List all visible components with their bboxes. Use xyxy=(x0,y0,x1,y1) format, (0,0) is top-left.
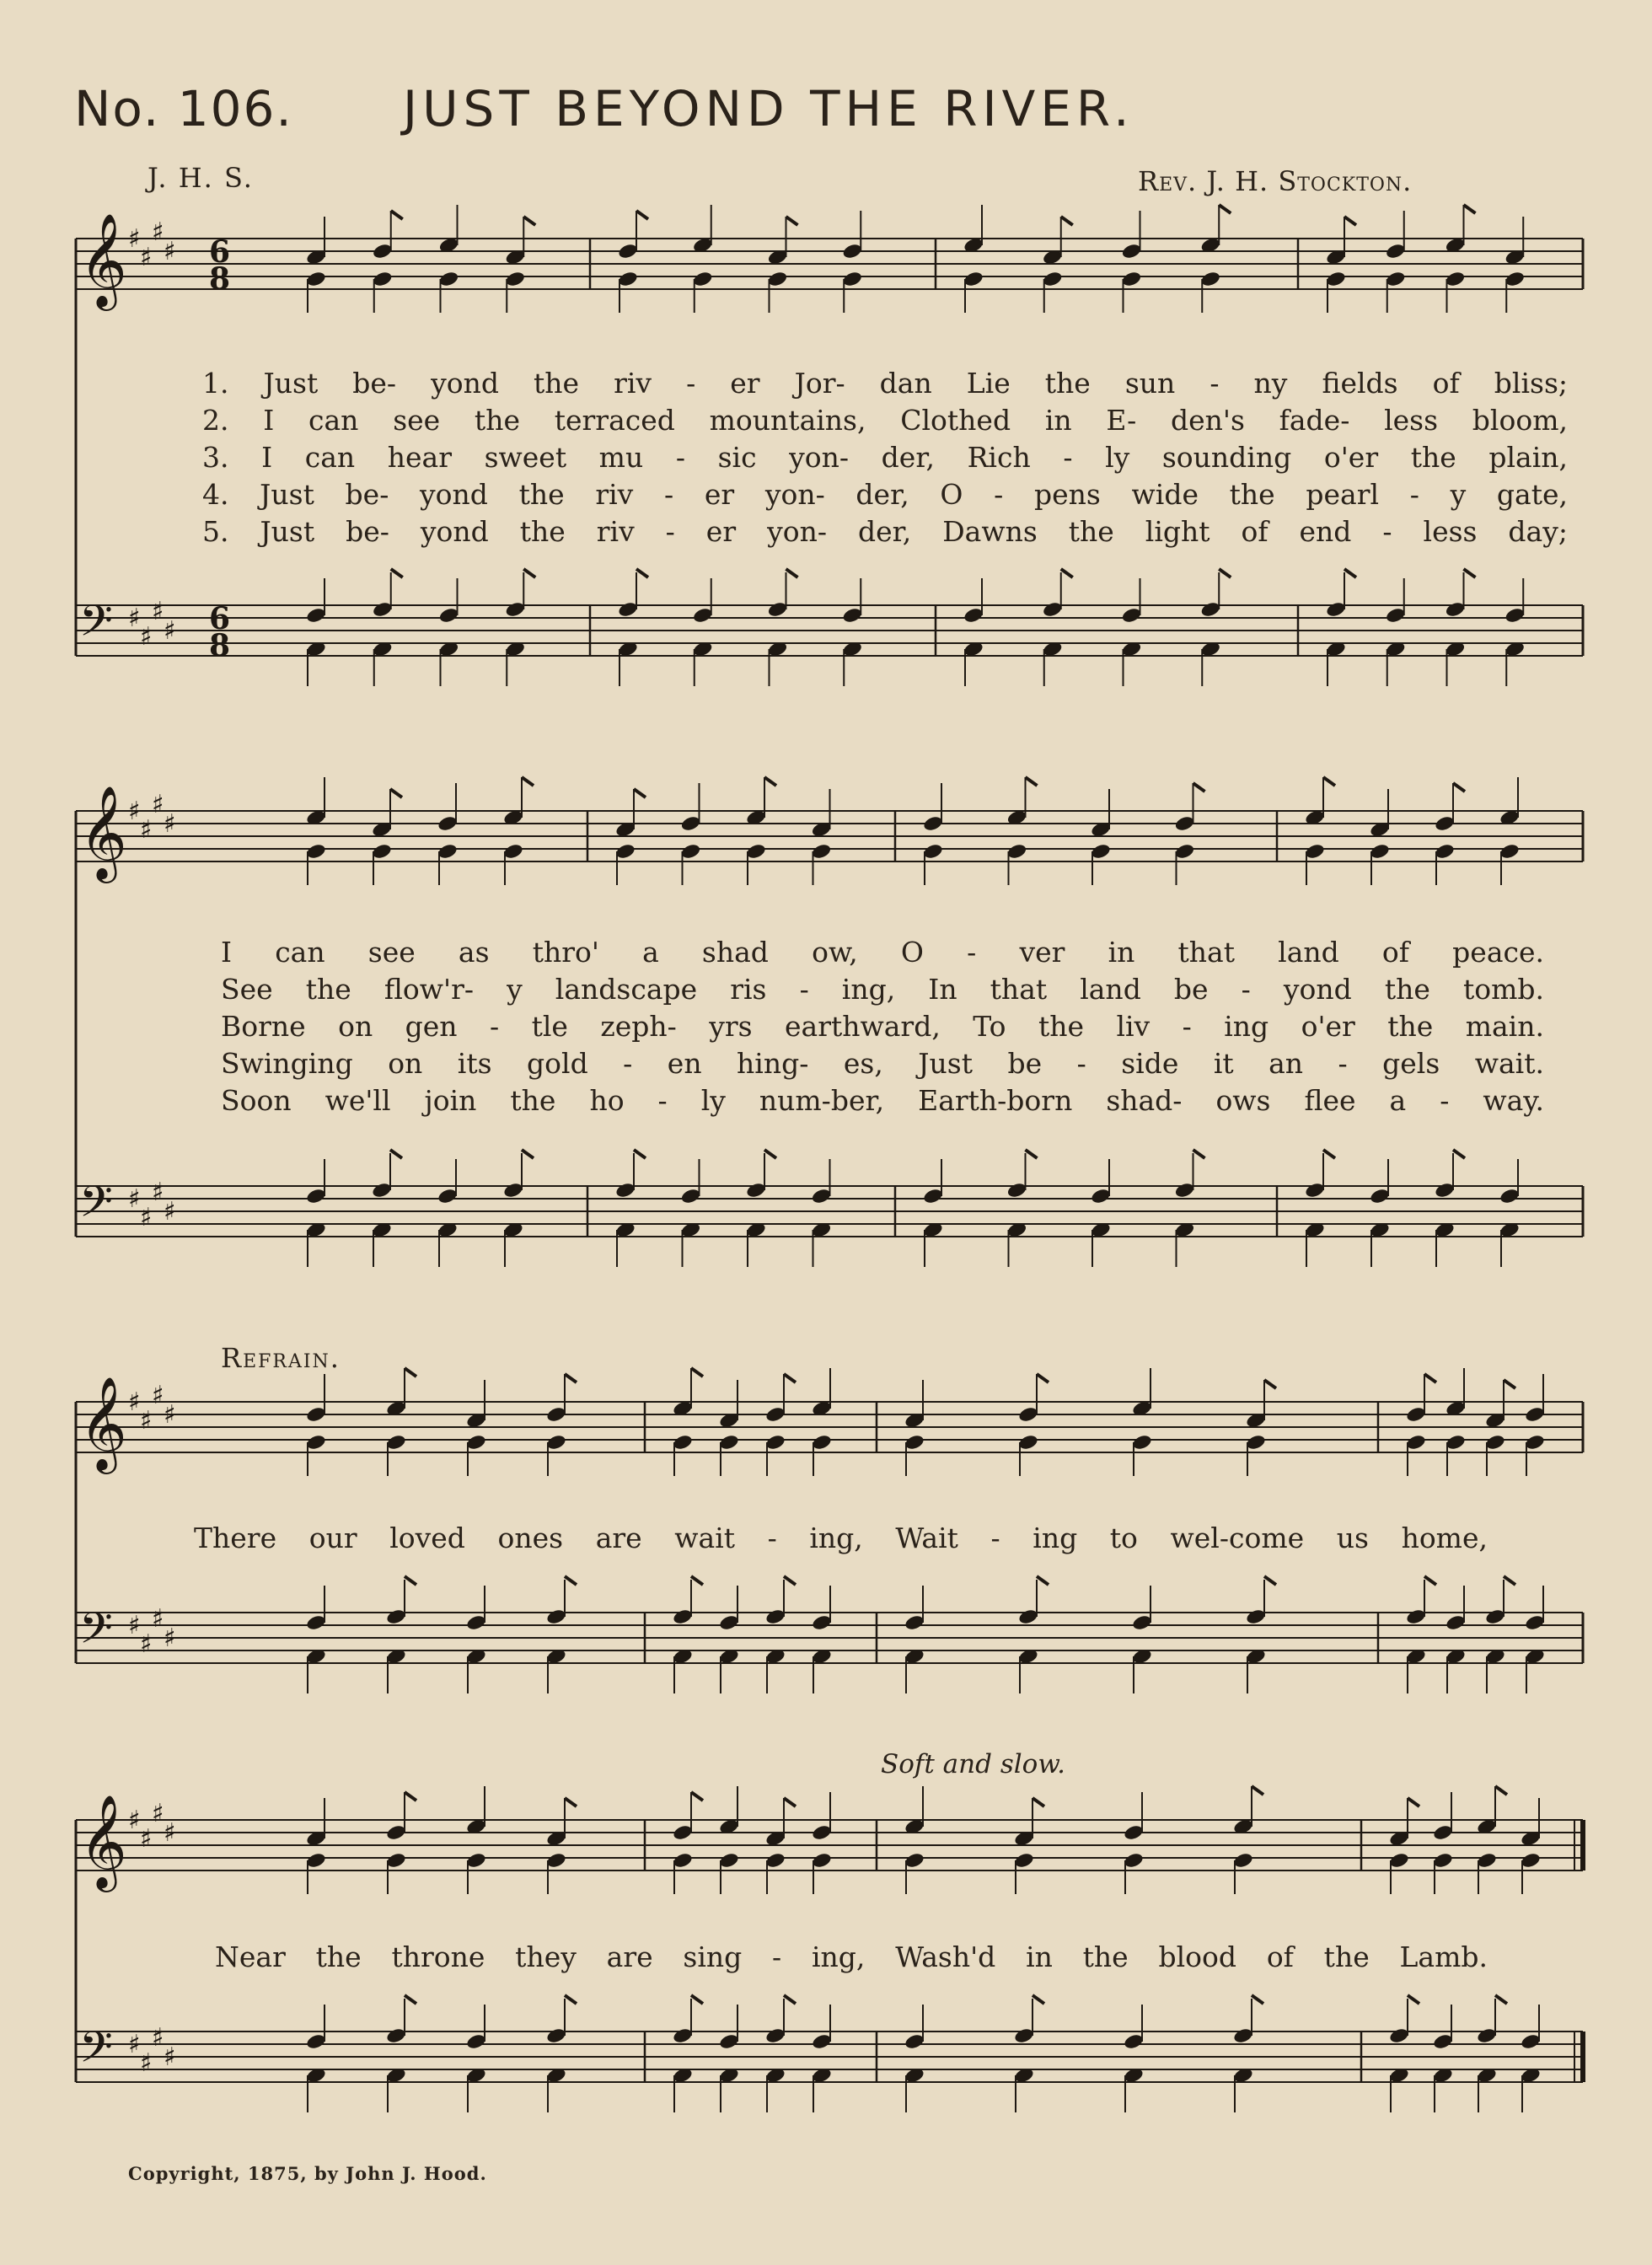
note-head xyxy=(1090,1187,1112,1205)
note-head xyxy=(1520,2032,1542,2050)
note-head xyxy=(372,270,394,287)
sharp-sign: ♯ xyxy=(128,604,141,633)
note-head xyxy=(692,606,714,624)
note-head xyxy=(811,842,833,860)
tempo-marking: Soft and slow. xyxy=(881,1749,1066,1779)
note-head xyxy=(1369,1187,1391,1205)
note-head xyxy=(465,2032,487,2050)
note-head xyxy=(963,606,984,624)
note-head xyxy=(672,1823,694,1841)
note-head xyxy=(545,1851,567,1869)
note-head xyxy=(1405,1405,1427,1423)
note-head xyxy=(1090,842,1112,860)
note-flag xyxy=(1323,777,1335,786)
note-head xyxy=(502,842,524,860)
note-head xyxy=(305,1433,327,1451)
note-head xyxy=(1042,600,1064,618)
note-head xyxy=(1013,1851,1035,1869)
sharp-sign: ♯ xyxy=(152,2023,164,2053)
note-head xyxy=(1123,1851,1145,1869)
verse-2-line-1: 2. I can see the terraced mountains, Clothed in E- den's fade- less bloom, xyxy=(202,404,1568,437)
note-head xyxy=(672,1608,694,1625)
note-head xyxy=(764,1851,786,1869)
note-head xyxy=(502,1181,524,1199)
note-flag xyxy=(1193,783,1205,792)
note-flag xyxy=(634,1150,646,1158)
note-flag xyxy=(405,1368,416,1377)
note-head xyxy=(617,242,639,260)
sharp-sign: ♯ xyxy=(164,1624,176,1653)
note-head xyxy=(372,600,394,618)
time-signature-bottom: 8 xyxy=(209,628,231,663)
hymn-title: JUST BEYOND THE RIVER. xyxy=(403,80,1134,137)
note-head xyxy=(1232,1851,1254,1869)
note-head xyxy=(764,1608,786,1625)
note-flag xyxy=(1252,1995,1263,2004)
note-head xyxy=(1434,842,1456,860)
note-head xyxy=(504,270,526,287)
note-head xyxy=(745,842,767,860)
sharp-sign: ♯ xyxy=(152,1799,164,1828)
note-head xyxy=(680,1187,702,1205)
note-head xyxy=(904,1613,925,1631)
sharp-sign: ♯ xyxy=(128,797,141,826)
note-flag xyxy=(1061,569,1073,577)
note-head xyxy=(465,1433,487,1451)
sharp-sign: ♯ xyxy=(152,1381,164,1410)
note-head xyxy=(811,1823,833,1841)
treble-clef: 𝄞 xyxy=(79,1376,127,1470)
bass-clef: 𝄢 xyxy=(79,1176,113,1237)
note-flag xyxy=(764,1150,776,1158)
note-head xyxy=(904,2032,925,2050)
note-flag xyxy=(1453,783,1465,792)
note-head xyxy=(680,814,702,832)
note-head xyxy=(305,1851,327,1869)
note-head xyxy=(438,606,460,624)
note-head xyxy=(1121,242,1143,260)
sharp-sign: ♯ xyxy=(128,1806,141,1835)
note-head xyxy=(545,2026,567,2044)
note-head xyxy=(1245,1608,1267,1625)
note-flag xyxy=(522,777,534,786)
time-signature-bottom: 8 xyxy=(209,261,231,297)
note-flag xyxy=(523,569,535,577)
note-head xyxy=(617,270,639,287)
treble-clef: 𝄞 xyxy=(79,212,127,307)
refrain-line-1: There our loved ones are wait - ing, Wait - ing to wel-come us home, xyxy=(194,1522,1488,1554)
note-head xyxy=(1174,842,1196,860)
treble-clef: 𝄞 xyxy=(79,785,127,879)
note-flag xyxy=(405,1576,416,1585)
note-head xyxy=(1484,1608,1506,1625)
sharp-sign: ♯ xyxy=(128,1611,141,1640)
note-flag xyxy=(1219,205,1231,213)
note-head xyxy=(672,1851,694,1869)
note-flag xyxy=(786,569,798,577)
note-flag xyxy=(1026,777,1038,786)
note-head xyxy=(811,1851,833,1869)
note-head xyxy=(811,1433,833,1451)
note-flag xyxy=(1026,1150,1038,1158)
note-head xyxy=(904,1433,925,1451)
note-head xyxy=(1388,2026,1410,2044)
note-flag xyxy=(405,1995,416,2004)
note-head xyxy=(1123,2032,1145,2050)
refrain-line-2: Near the throne they are sing - ing, Wash'd in the blood of the Lamb. xyxy=(215,1940,1488,1973)
sharp-sign: ♯ xyxy=(140,1203,153,1232)
sharp-sign: ♯ xyxy=(164,1818,176,1848)
note-head xyxy=(767,270,789,287)
note-flag xyxy=(565,1798,577,1806)
note-head xyxy=(305,2032,327,2050)
note-head xyxy=(305,606,327,624)
sharp-sign: ♯ xyxy=(128,2030,141,2059)
note-flag xyxy=(784,1576,796,1585)
note-head xyxy=(1484,1433,1506,1451)
note-flag xyxy=(691,1995,703,2004)
note-flag xyxy=(1495,1995,1507,2004)
note-head xyxy=(1520,1851,1542,1869)
note-flag xyxy=(1424,1576,1436,1585)
note-head xyxy=(718,1851,740,1869)
note-flag xyxy=(1464,569,1476,577)
note-head xyxy=(680,842,702,860)
sharp-sign: ♯ xyxy=(140,2048,153,2078)
note-head xyxy=(545,1405,567,1423)
hymn-number: No. 106. xyxy=(74,80,293,137)
note-head xyxy=(1504,606,1526,624)
sharp-sign: ♯ xyxy=(164,1400,176,1430)
verse-4-line-1: 4. Just be- yond the riv - er yon- der, O - pens wide the pearl - y gate, xyxy=(202,478,1568,511)
sharp-sign: ♯ xyxy=(128,1184,141,1214)
note-head xyxy=(1232,2026,1254,2044)
note-head xyxy=(1325,270,1347,287)
bass-clef: 𝄢 xyxy=(79,1602,113,1664)
note-head xyxy=(1304,1181,1326,1199)
note-head xyxy=(1123,1823,1145,1841)
note-head xyxy=(305,1613,327,1631)
note-head xyxy=(1434,814,1456,832)
note-flag xyxy=(1504,1380,1515,1388)
note-flag xyxy=(1032,1995,1044,2004)
sharp-sign: ♯ xyxy=(152,597,164,626)
note-head xyxy=(617,600,639,618)
note-head xyxy=(904,1851,925,1869)
verse-4-line-2: Swinging on its gold - en hing- es, Just be - side it an - gels wait. xyxy=(221,1047,1544,1080)
sharp-sign: ♯ xyxy=(164,616,176,646)
note-head xyxy=(1245,1433,1267,1451)
note-head xyxy=(1199,270,1221,287)
note-head xyxy=(385,2026,407,2044)
note-head xyxy=(1445,1613,1467,1631)
note-head xyxy=(1476,2026,1498,2044)
verse-3-line-2: Borne on gen - tle zeph- yrs earthward, To the liv - ing o'er the main. xyxy=(221,1010,1544,1043)
note-head xyxy=(1006,1181,1028,1199)
note-flag xyxy=(1453,1150,1465,1158)
note-head xyxy=(841,242,863,260)
note-flag xyxy=(1424,1374,1436,1382)
note-flag xyxy=(1252,1786,1263,1795)
sharp-sign: ♯ xyxy=(140,1629,153,1659)
sharp-sign: ♯ xyxy=(152,217,164,247)
note-head xyxy=(437,1187,459,1205)
sharp-sign: ♯ xyxy=(152,1604,164,1634)
note-head xyxy=(811,2032,833,2050)
note-head xyxy=(1445,270,1467,287)
music-credit: Rev. J. H. Stockton. xyxy=(1138,165,1413,197)
note-head xyxy=(1405,1608,1427,1625)
note-head xyxy=(1121,270,1143,287)
note-head xyxy=(672,2026,694,2044)
note-head xyxy=(1432,2032,1454,2050)
note-head xyxy=(465,1851,487,1869)
sharp-sign: ♯ xyxy=(164,2042,176,2072)
note-head xyxy=(305,1187,327,1205)
note-flag xyxy=(1464,205,1476,213)
note-head xyxy=(437,814,459,832)
note-head xyxy=(1304,842,1326,860)
verse-3-line-1: 3. I can hear sweet mu - sic yon- der, Rich - ly sounding o'er the plain, xyxy=(202,441,1568,474)
note-head xyxy=(1017,1405,1039,1423)
note-flag xyxy=(1032,1798,1044,1806)
note-flag xyxy=(1323,1150,1335,1158)
note-flag xyxy=(1264,1576,1276,1585)
verse-5-line-1: 5. Just be- yond the riv - er yon- der, Dawns the light of end - less day; xyxy=(202,515,1568,548)
sharp-sign: ♯ xyxy=(140,243,153,272)
verse-1-line-2: I can see as thro' a shad ow, O - ver in that land of peace. xyxy=(221,936,1544,969)
note-flag xyxy=(634,789,646,797)
note-flag xyxy=(1495,1786,1507,1795)
time-signature-top: 6 xyxy=(209,234,231,270)
note-head xyxy=(1445,1433,1467,1451)
note-head xyxy=(1017,1608,1039,1625)
note-head xyxy=(1499,842,1521,860)
note-flag xyxy=(691,1792,703,1801)
note-flag xyxy=(1408,1798,1419,1806)
note-flag xyxy=(405,1792,416,1801)
note-flag xyxy=(390,789,402,797)
note-head xyxy=(1504,270,1526,287)
note-head xyxy=(1121,606,1143,624)
note-flag xyxy=(565,1374,577,1382)
note-head xyxy=(1042,270,1064,287)
note-flag xyxy=(391,569,403,577)
note-flag xyxy=(523,217,535,225)
note-head xyxy=(1524,1405,1546,1423)
note-head xyxy=(1388,1851,1410,1869)
sharp-sign: ♯ xyxy=(164,237,176,266)
note-head xyxy=(692,270,714,287)
note-flag xyxy=(1408,1995,1419,2004)
note-head xyxy=(1369,842,1391,860)
note-head xyxy=(841,270,863,287)
note-head xyxy=(371,842,393,860)
refrain-label: Refrain. xyxy=(221,1342,341,1374)
note-head xyxy=(1385,242,1407,260)
note-head xyxy=(1524,1433,1546,1451)
note-head xyxy=(385,1851,407,1869)
words-credit: J. H. S. xyxy=(148,162,254,194)
note-head xyxy=(1432,1823,1454,1841)
note-flag xyxy=(391,211,403,219)
note-flag xyxy=(565,1576,577,1585)
note-flag xyxy=(691,1576,703,1585)
note-flag xyxy=(786,217,798,225)
note-flag xyxy=(1219,569,1231,577)
copyright-notice: Copyright, 1875, by John J. Hood. xyxy=(128,2163,487,2184)
note-flag xyxy=(1344,217,1356,225)
note-flag xyxy=(636,569,648,577)
note-head xyxy=(385,1433,407,1451)
note-head xyxy=(1385,606,1407,624)
note-head xyxy=(764,1405,786,1423)
note-flag xyxy=(390,1150,402,1158)
note-head xyxy=(437,842,459,860)
note-head xyxy=(1476,1851,1498,1869)
note-head xyxy=(1434,1181,1456,1199)
note-head xyxy=(1325,600,1347,618)
verse-5-line-2: Soon we'll join the ho - ly num-ber, Earth-born shad- ows flee a - way. xyxy=(221,1084,1544,1117)
sharp-sign: ♯ xyxy=(164,1197,176,1226)
treble-clef: 𝄞 xyxy=(79,1794,127,1888)
sharp-sign: ♯ xyxy=(164,809,176,839)
sharp-sign: ♯ xyxy=(152,1178,164,1207)
note-flag xyxy=(1037,1374,1049,1382)
note-head xyxy=(465,1613,487,1631)
note-head xyxy=(614,1181,636,1199)
note-head xyxy=(305,1405,327,1423)
verse-2-line-2: See the flow'r- y landscape ris - ing, In that land be - yond the tomb. xyxy=(221,973,1544,1006)
note-flag xyxy=(784,1798,796,1806)
sharp-sign: ♯ xyxy=(152,790,164,819)
note-flag xyxy=(1264,1380,1276,1388)
note-head xyxy=(963,270,984,287)
note-flag xyxy=(1504,1576,1515,1585)
note-head xyxy=(438,270,460,287)
note-flag xyxy=(1193,1150,1205,1158)
note-head xyxy=(718,1433,740,1451)
note-head xyxy=(1432,1851,1454,1869)
note-flag xyxy=(522,1150,534,1158)
note-head xyxy=(718,2032,740,2050)
note-head xyxy=(385,1823,407,1841)
note-head xyxy=(1405,1433,1427,1451)
note-head xyxy=(1199,600,1221,618)
note-head xyxy=(764,1433,786,1451)
note-head xyxy=(745,1181,767,1199)
note-head xyxy=(1524,1613,1546,1631)
note-head xyxy=(718,1613,740,1631)
note-flag xyxy=(1061,217,1073,225)
note-head xyxy=(1013,2026,1035,2044)
note-head xyxy=(841,606,863,624)
sharp-sign: ♯ xyxy=(140,815,153,845)
note-head xyxy=(504,600,526,618)
note-flag xyxy=(565,1995,577,2004)
note-flag xyxy=(764,777,776,786)
bass-clef: 𝄢 xyxy=(79,2021,113,2083)
note-head xyxy=(1131,1613,1153,1631)
note-head xyxy=(1174,1181,1196,1199)
note-flag xyxy=(1037,1576,1049,1585)
note-head xyxy=(371,1181,393,1199)
note-head xyxy=(614,842,636,860)
note-head xyxy=(811,1187,833,1205)
note-head xyxy=(372,242,394,260)
note-head xyxy=(545,1433,567,1451)
note-flag xyxy=(784,1995,796,2004)
note-head xyxy=(922,842,944,860)
note-head xyxy=(1017,1433,1039,1451)
note-head xyxy=(767,600,789,618)
note-flag xyxy=(636,211,648,219)
note-head xyxy=(672,1433,694,1451)
verse-1-line-1: 1. Just be- yond the riv - er Jor- dan Lie the sun - ny fields of bliss; xyxy=(202,367,1568,400)
note-head xyxy=(1445,600,1467,618)
note-flag xyxy=(784,1374,796,1382)
sharp-sign: ♯ xyxy=(140,1824,153,1854)
note-head xyxy=(1174,814,1196,832)
sharp-sign: ♯ xyxy=(140,1406,153,1436)
note-head xyxy=(922,814,944,832)
note-head xyxy=(1006,842,1028,860)
note-head xyxy=(811,1613,833,1631)
note-head xyxy=(385,1608,407,1625)
sharp-sign: ♯ xyxy=(128,1387,141,1417)
note-head xyxy=(545,1608,567,1625)
time-signature-top: 6 xyxy=(209,601,231,636)
note-flag xyxy=(1344,569,1356,577)
note-head xyxy=(305,842,327,860)
sharp-sign: ♯ xyxy=(128,224,141,254)
note-head xyxy=(1131,1433,1153,1451)
note-head xyxy=(305,270,327,287)
note-head xyxy=(922,1187,944,1205)
note-flag xyxy=(691,1368,703,1377)
bass-clef: 𝄢 xyxy=(79,595,113,657)
note-head xyxy=(764,2026,786,2044)
sharp-sign: ♯ xyxy=(140,622,153,652)
note-head xyxy=(1385,270,1407,287)
note-head xyxy=(1499,1187,1521,1205)
